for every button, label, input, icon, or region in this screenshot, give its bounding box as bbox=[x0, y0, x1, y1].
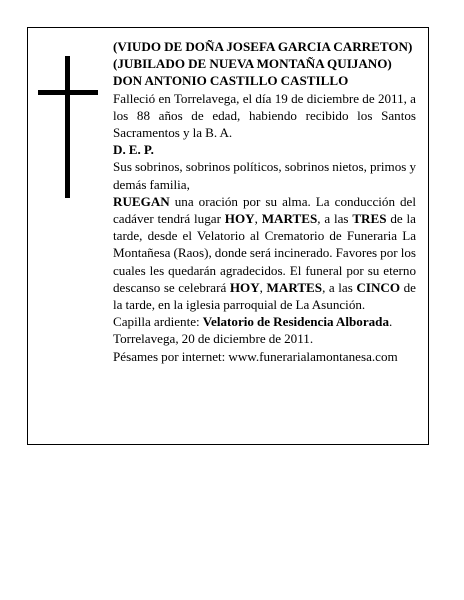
request-martes-1: MARTES bbox=[261, 211, 318, 227]
request-martes-2: MARTES bbox=[266, 279, 323, 295]
place-date-line: Torrelavega, 20 de diciembre de 2011. bbox=[113, 331, 314, 347]
request-tres: TRES bbox=[352, 211, 387, 227]
condolences-line: Pésames por internet: www.funerarialamontanesa.com bbox=[113, 348, 398, 364]
request-hoy-2: HOY bbox=[229, 279, 260, 295]
chapel-line bbox=[113, 313, 416, 330]
request-text-2: , bbox=[254, 211, 262, 227]
request-cinco: CINCO bbox=[356, 279, 401, 295]
request-text-4: de la tarde, desde el Velatorio al Crematorio de Funeraria La Montañesa (Raos), donde será incinerado. Favores por los cuales les quedarán agradecidos. El funeral por su eterno descanso se celebrará bbox=[113, 211, 416, 295]
chapel-value: Velatorio de Residencia Alborada bbox=[202, 314, 390, 330]
death-statement: Falleció en Torrelavega, el día 19 de diciembre de 2011, a los 88 años de edad, habiendo recibido los Santos Sacramentos y la B. A. bbox=[113, 90, 416, 141]
request-text-7: de la tarde, en la iglesia parroquial de La Asunción. bbox=[113, 279, 416, 313]
family-line: Sus sobrinos, sobrinos políticos, sobrinos nietos, primos y demás familia, bbox=[113, 159, 416, 192]
chapel-label: Capilla ardiente: bbox=[113, 314, 203, 330]
request-hoy-1: HOY bbox=[224, 211, 255, 227]
request-text-6: , a las bbox=[322, 279, 357, 295]
cross-icon bbox=[38, 56, 98, 198]
request-ruegan: RUEGAN bbox=[113, 193, 170, 209]
cross-vertical-bar bbox=[65, 56, 70, 198]
request-text-1: una oración por su alma. La conducción del cadáver tendrá lugar bbox=[113, 193, 416, 227]
deceased-name: DON ANTONIO CASTILLO CASTILLO bbox=[113, 73, 349, 89]
request-text-5: , bbox=[259, 279, 267, 295]
obituary-text bbox=[113, 38, 416, 365]
rip-line: D. E. P. bbox=[113, 142, 154, 158]
deceased-relations: (VIUDO DE DOÑA JOSEFA GARCIA CARRETON) (JUBILADO DE NUEVA MONTAÑA QUIJANO) bbox=[113, 39, 413, 72]
chapel-end: . bbox=[389, 314, 393, 330]
cross-horizontal-bar bbox=[38, 90, 98, 95]
request-text-3: , a las bbox=[317, 211, 353, 227]
request-paragraph bbox=[113, 193, 416, 313]
